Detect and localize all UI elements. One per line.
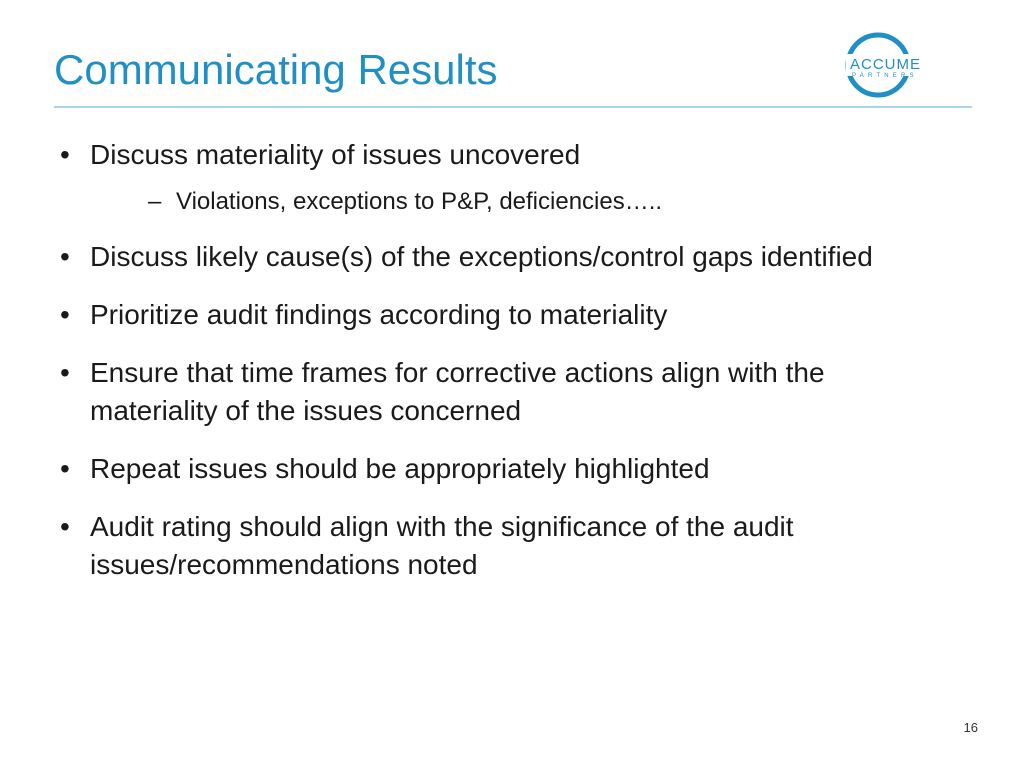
bullet-marker: • [60, 139, 70, 170]
bullet-text: Discuss likely cause(s) of the exceptions/control gaps identified [90, 241, 873, 272]
bullet-text: Prioritize audit findings according to materiality [90, 299, 668, 330]
page-number: 16 [963, 720, 978, 735]
slide-title: Communicating Results [54, 46, 498, 93]
bullet-marker: • [60, 453, 70, 484]
bullet-item [58, 296, 958, 334]
sub-bullet-marker: – [148, 188, 162, 215]
bullet-text: Discuss materiality of issues uncovered [90, 139, 581, 170]
bullet-marker: • [60, 357, 70, 388]
bullet-item [58, 450, 958, 488]
sub-bullet-text: Violations, exceptions to P&P, deficiencies….. [176, 188, 663, 215]
title-divider [54, 106, 972, 108]
accume-partners-logo [840, 32, 940, 98]
sub-bullet-item [90, 186, 958, 218]
logo-text-bottom: PARTNERS [852, 73, 918, 79]
bullet-marker: • [60, 511, 70, 542]
bullet-marker: • [60, 299, 70, 330]
bullet-text: Repeat issues should be appropriately highlighted [90, 453, 710, 484]
bullet-marker: • [60, 241, 70, 272]
bullet-item [58, 238, 958, 276]
bullet-text: Audit rating should align with the significance of the audit issues/recommendations noted [90, 511, 794, 580]
bullet-list [58, 136, 958, 604]
bullet-item [58, 136, 958, 218]
logo-text-top: ACCUME [850, 56, 922, 73]
bullet-item [58, 354, 958, 430]
bullet-item [58, 508, 958, 584]
bullet-text: Ensure that time frames for corrective actions align with the materiality of the issues concerned [90, 357, 825, 426]
